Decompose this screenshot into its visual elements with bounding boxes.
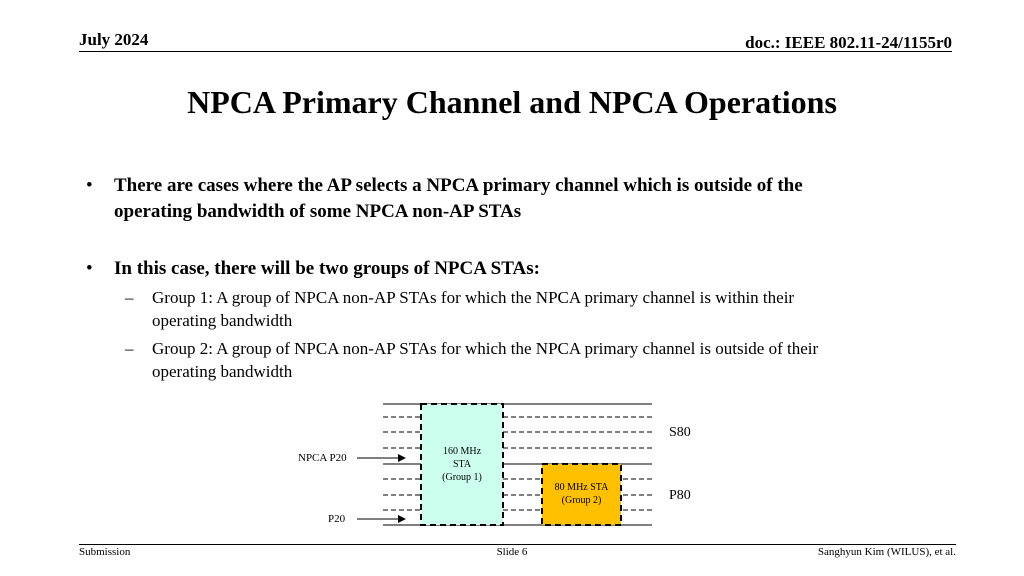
p20-label: P20 xyxy=(328,513,346,525)
subitem-2-line-1: Group 2: A group of NPCA non-AP STAs for which the NPCA primary channel is outside of their xyxy=(152,339,819,358)
p80-label: P80 xyxy=(669,488,691,503)
slide-title: NPCA Primary Channel and NPCA Operations xyxy=(187,84,837,120)
footer-rule xyxy=(79,544,956,545)
dash-marker: – xyxy=(125,339,134,358)
bullet-dot: • xyxy=(86,175,93,196)
s80-label: S80 xyxy=(669,425,691,440)
bullet-1-line-1: There are cases where the AP selects a NPCA primary channel which is outside of the xyxy=(114,175,803,196)
footer-author: Sanghyun Kim (WILUS), et al. xyxy=(817,546,956,558)
dash-marker: – xyxy=(125,288,134,307)
sta-160-label: 160 MHz STA (Group 1) xyxy=(442,446,482,483)
subitem-1-line-2: operating bandwidth xyxy=(152,311,293,330)
subitem-1-line-1: Group 1: A group of NPCA non-AP STAs for which the NPCA primary channel is within their xyxy=(152,288,795,307)
subitem-2-line-2: operating bandwidth xyxy=(152,362,293,381)
npca-p20-label: NPCA P20 xyxy=(298,452,347,464)
bullet-2-text: In this case, there will be two groups of NPCA STAs: xyxy=(114,258,540,279)
footer-slide-number: Slide 6 xyxy=(496,546,528,558)
header-doc-id: doc.: IEEE 802.11-24/1155r0 xyxy=(745,33,952,52)
header-date: July 2024 xyxy=(79,30,149,49)
bullet-dot: • xyxy=(86,258,93,279)
bullet-1-line-2: operating bandwidth of some NPCA non-AP STAs xyxy=(114,201,522,222)
footer-submission: Submission xyxy=(79,546,131,558)
sta-80-label: 80 MHz STA (Group 2) xyxy=(554,482,609,506)
